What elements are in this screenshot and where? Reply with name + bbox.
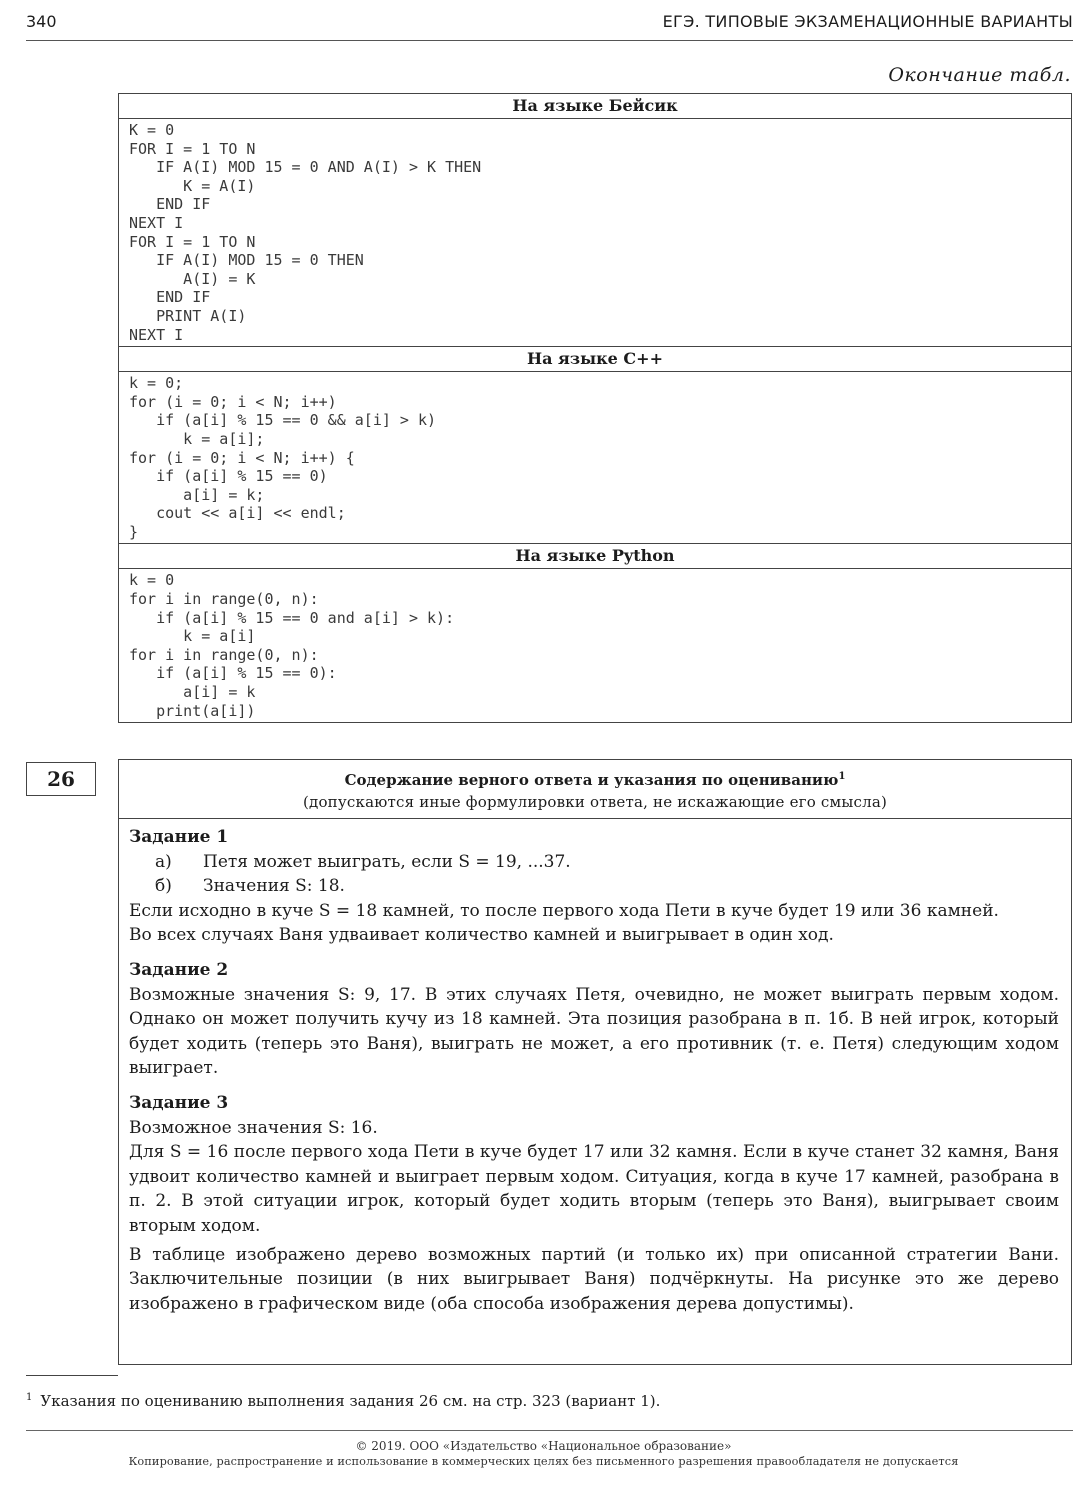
task1-item-a bbox=[129, 850, 1059, 875]
task3-title: Задание 3 bbox=[129, 1092, 229, 1113]
page-number: 340 bbox=[26, 12, 57, 31]
code-table bbox=[118, 93, 1072, 723]
answer-header bbox=[119, 760, 1071, 819]
footnote bbox=[26, 1392, 660, 1410]
task1-b-label: б) bbox=[155, 876, 172, 897]
footnote-rule bbox=[26, 1375, 118, 1376]
task1-title: Задание 1 bbox=[129, 827, 229, 847]
task2-title: Задание 2 bbox=[129, 959, 229, 980]
footnote-mark: 1 bbox=[26, 1392, 33, 1403]
task1-paragraph-1: Если исходно в куче S = 18 камней, то после первого хода Пети в куче будет 19 или 36 камней. bbox=[129, 900, 999, 921]
answer-body bbox=[119, 819, 1071, 1316]
table-caption: Окончание табл. bbox=[888, 64, 1071, 86]
task1-b-text: Значения S: 18. bbox=[203, 876, 345, 897]
running-header-title: ЕГЭ. ТИПОВЫЕ ЭКЗАМЕНАЦИОННЫЕ ВАРИАНТЫ bbox=[662, 12, 1073, 31]
task-number-badge: 26 bbox=[26, 762, 96, 796]
cpp-code: k = 0; for (i = 0; i < N; i++) if (a[i] % 15 == 0 && a[i] > k) k = a[i]; for (i = 0; i < N; i++) { if (a[i] % 15 == 0) a[i] = k; cout << a[i] << endl; } bbox=[129, 374, 437, 541]
footnote-text: Указания по оцениванию выполнения задания 26 см. на стр. 323 (вариант 1). bbox=[40, 1392, 661, 1410]
footer-rule bbox=[26, 1430, 1073, 1431]
task1-a-text: Петя может выиграть, если S = 19, ...37. bbox=[203, 851, 571, 872]
task1-item-b bbox=[129, 874, 1059, 899]
running-header bbox=[26, 8, 1073, 41]
task2-paragraph-1: Возможные значения S: 9, 17. В этих случаях Петя, очевидно, не может выиграть первым ходом. Однако он может получить кучу из 18 камней. Эта позиция разобрана в п. 1б. В ней игрок, который будет ходить (теперь это Ваня), выиграть не может, а его противник (т. е. Петя) следующим ходом выиграет. bbox=[129, 984, 1059, 1079]
heading-footnote-mark: 1 bbox=[838, 771, 846, 782]
python-heading: На языке Python bbox=[119, 543, 1071, 569]
answer-subheading: (допускаются иные формулировки ответа, не искажающие его смысла) bbox=[302, 793, 888, 811]
python-code: k = 0 for i in range(0, n): if (a[i] % 15 == 0 and a[i] > k): k = a[i] for i in range(0, n): if (a[i] % 15 == 0): a[i] = k print(a[i]) bbox=[129, 571, 455, 720]
task1-paragraph-2: Во всех случаях Ваня удваивает количество камней и выигрывает в один ход. bbox=[129, 925, 834, 946]
copyright-line: © 2019. ООО «Издательство «Национальное образование» bbox=[355, 1439, 732, 1453]
cpp-heading: На языке C++ bbox=[119, 346, 1071, 372]
answer-heading bbox=[119, 760, 1071, 789]
copy-notice: Копирование, распространение и использование в коммерческих целях без письменного разрешения правообладателя не допускается bbox=[128, 1455, 959, 1468]
task3-paragraph-1: Возможное значения S: 16. bbox=[129, 1117, 378, 1138]
task3-paragraph-2: Для S = 16 после первого хода Пети в куче будет 17 или 32 камня. Если в куче станет 32 камня, Ваня удвоит количество камней и выиграет первым ходом. Ситуация, когда в куче 17 камней, разобрана в п. 2. В этой ситуации игрок, который будет ходить вторым (теперь это Ваня), выигрывает своим вторым ходом. bbox=[129, 1142, 1059, 1236]
basic-code: K = 0 FOR I = 1 TO N IF A(I) MOD 15 = 0 AND A(I) > K THEN K = A(I) END IF NEXT I FOR I = 1 TO N IF A(I) MOD 15 = 0 THEN A(I) = K END IF PRINT A(I) NEXT I bbox=[129, 121, 482, 344]
task1-a-label: а) bbox=[155, 851, 172, 872]
answer-heading-text: Содержание верного ответа и указания по оцениванию bbox=[344, 771, 839, 789]
task3-paragraph-3: В таблице изображено дерево возможных партий (и только их) при описанной стратегии Вани. Заключительные позиции (в них выигрывает Ваня) подчёркнуты. На рисунке это же дерево изображено в графическом виде (оба способа изображения дерева допустимы). bbox=[129, 1244, 1059, 1314]
answer-box bbox=[118, 759, 1072, 1365]
basic-heading: На языке Бейсик bbox=[119, 94, 1071, 119]
